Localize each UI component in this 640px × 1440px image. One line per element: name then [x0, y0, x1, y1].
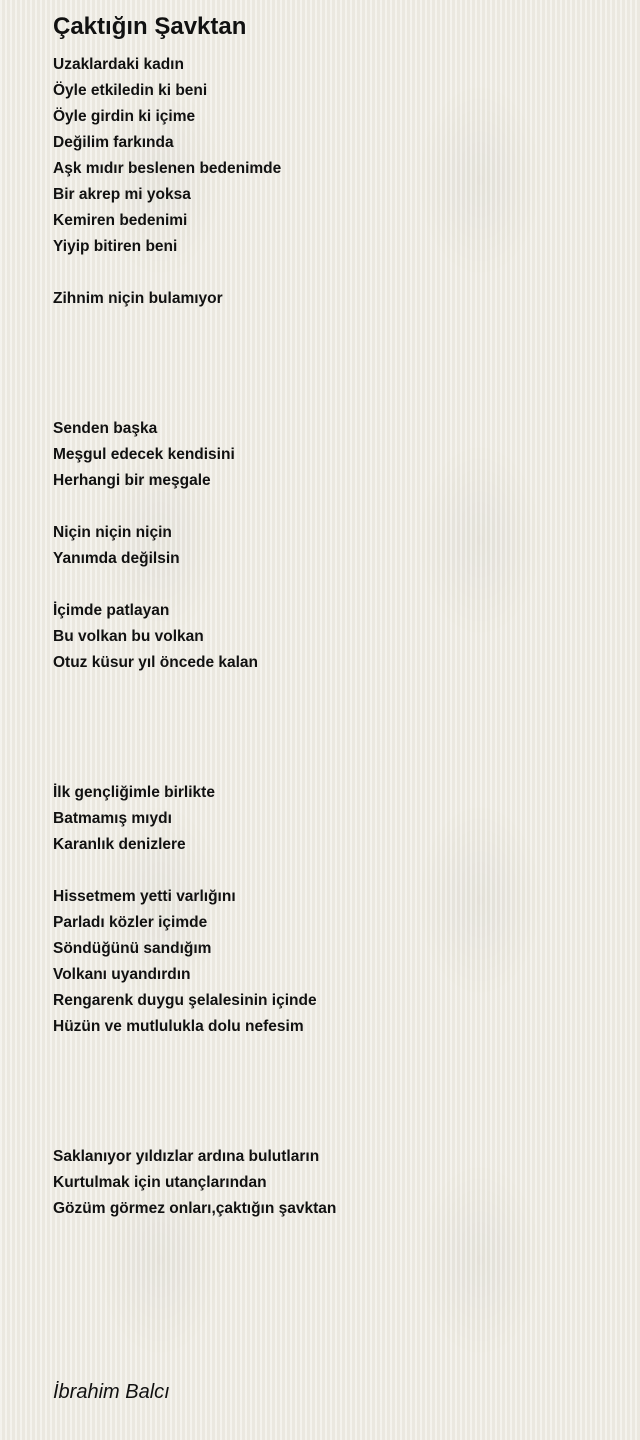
poem-line: Gözüm görmez onları,çaktığın şavktan [53, 1200, 337, 1217]
stanza-gap [53, 1066, 613, 1092]
poem-line: Hüzün ve mutlulukla dolu nefesim [53, 1018, 304, 1035]
stanza-gap [53, 728, 613, 754]
poem-line: Aşk mıdır beslenen bedenimde [53, 160, 282, 177]
poem-line: Senden başka [53, 420, 158, 437]
poem-line: Otuz küsur yıl öncede kalan [53, 654, 259, 671]
poem-line: Söndüğünü sandığım [53, 940, 212, 957]
stanza-gap [53, 312, 613, 338]
stanza-gap [53, 1092, 613, 1118]
stanza-gap [53, 1118, 613, 1144]
poem-line: Niçin niçin niçin [53, 524, 172, 541]
stanza-gap [53, 858, 613, 884]
poem-body [53, 52, 613, 1222]
poem-line: Zihnim niçin bulamıyor [53, 290, 223, 307]
poem-line: Yanımda değilsin [53, 550, 180, 567]
poem-line: Rengarenk duygu şelalesinin içinde [53, 992, 317, 1009]
poem-line: Öyle etkiledin ki beni [53, 82, 208, 99]
stanza-gap [53, 754, 613, 780]
stanza-gap [53, 572, 613, 598]
stanza-gap [53, 390, 613, 416]
poem-line: Batmamış mıydı [53, 810, 172, 827]
poem-line: Meşgul edecek kendisini [53, 446, 235, 463]
stanza-gap [53, 260, 613, 286]
poem-title: Çaktığın Şavktan [53, 13, 247, 40]
poem-line: Volkanı uyandırdın [53, 966, 191, 983]
poem-line: Öyle girdin ki içime [53, 108, 196, 125]
stanza-gap [53, 494, 613, 520]
poem-line: Bu volkan bu volkan [53, 628, 204, 645]
poem-line: İçimde patlayan [53, 602, 170, 619]
poem-line: Herhangi bir meşgale [53, 472, 211, 489]
poem-line: Karanlık denizlere [53, 836, 186, 853]
poem-line: Kemiren bedenimi [53, 212, 188, 229]
stanza-gap [53, 1040, 613, 1066]
poem-line: Uzaklardaki kadın [53, 56, 184, 73]
poem-line: Bir akrep mi yoksa [53, 186, 191, 203]
poem-line: Yiyip bitiren beni [53, 238, 178, 255]
poem-line: Değilim farkında [53, 134, 174, 151]
poem-line: Hissetmem yetti varlığını [53, 888, 236, 905]
stanza-gap [53, 702, 613, 728]
stanza-gap [53, 338, 613, 364]
stanza-gap [53, 364, 613, 390]
poem-line: Saklanıyor yıldızlar ardına bulutların [53, 1148, 320, 1165]
poem-line: Kurtulmak için utançlarından [53, 1174, 267, 1191]
poem-line: Parladı közler içimde [53, 914, 208, 931]
stanza-gap [53, 676, 613, 702]
poem-line: İlk gençliğimle birlikte [53, 784, 215, 801]
poem-author: İbrahim Balcı [53, 1381, 170, 1403]
